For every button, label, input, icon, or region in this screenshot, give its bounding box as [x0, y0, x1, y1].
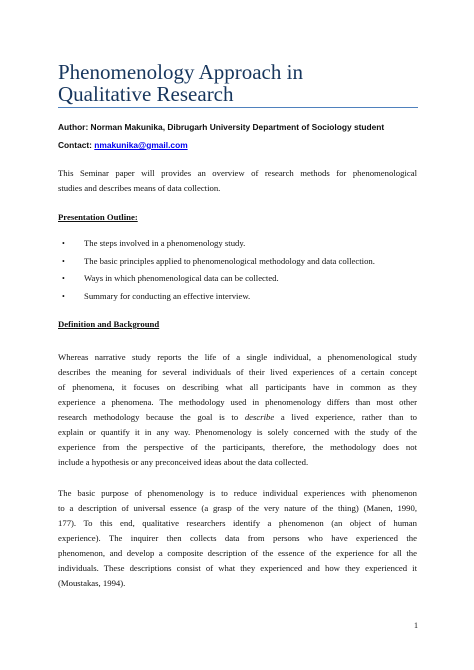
definition-heading: Definition and Background: [58, 319, 160, 329]
paragraph-line: describes the meaning for several individuals of their lived experiences of a certain concept: [58, 367, 417, 377]
definition-paragraph-1: [58, 350, 417, 470]
paragraph-line: 177). To this end, qualitative researchers identify a phenomenon (an object of human: [58, 518, 417, 528]
definition-paragraph-2: [58, 486, 417, 591]
paragraph-line: experience from the perspective of the participants, therefore, the methodology does not: [58, 442, 417, 452]
bullet-icon: •: [62, 291, 65, 301]
paragraph-line: [58, 410, 417, 425]
paragraph-line: of phenomena, it focuses on describing what all participants have in common as they: [58, 382, 417, 392]
paper-title: [58, 61, 418, 105]
page-number: 1: [414, 621, 418, 630]
paragraph-line: to a description of universal essence (a grasp of the very nature of the thing) (Manen, 1990,: [58, 503, 417, 513]
paragraph-line: individuals. These descriptions consist of what they experienced and how they experienced it: [58, 563, 417, 573]
list-item-text: The basic principles applied to phenomenological methodology and data collection.: [84, 255, 375, 266]
list-item: [58, 235, 418, 253]
bullet-icon: •: [62, 256, 65, 266]
contact-label: Contact:: [58, 140, 95, 150]
outline-list: [58, 235, 418, 305]
bullet-icon: •: [62, 239, 65, 248]
list-item: [58, 270, 418, 288]
intro-line: studies and describes means of data collection.: [58, 183, 221, 193]
contact-email-link[interactable]: nmakunika@gmail.com: [94, 140, 188, 150]
paragraph-line: The basic purpose of phenomenology is to reduce individual experiences with phenomenon: [58, 488, 417, 498]
title-divider: [58, 107, 418, 108]
list-item: [58, 253, 418, 271]
title-line-1: Phenomenology Approach in: [58, 60, 303, 84]
paragraph-line: experience). The inquirer then collects data from persons who have experienced the: [58, 533, 417, 543]
line-segment: a lived experience, rather than to: [280, 412, 418, 422]
line-segment: research methodology because the goal is to: [58, 412, 239, 422]
list-item-text: Summary for conducting an effective interview.: [84, 290, 251, 301]
title-line-2: Qualitative Research: [58, 82, 234, 106]
paragraph-line: explain or quantify it in any way. Phenomenology is solely concerned with the study of the: [58, 427, 417, 437]
list-item-text: Ways in which phenomenological data can be collected.: [84, 273, 279, 283]
paragraph-line: experience a phenomena. The methodology used in phenomenology differs than most other: [58, 397, 417, 407]
paragraph-line: include a hypothesis or any preconceived ideas about the data collected.: [58, 457, 309, 467]
paragraph-line: Whereas narrative study reports the life of a single individual, a phenomenological study: [58, 352, 417, 362]
bullet-icon: •: [62, 274, 65, 283]
list-item-text: The steps involved in a phenomenology study.: [84, 238, 246, 248]
paragraph-line: (Moustakas, 1994).: [58, 578, 126, 588]
contact-line: [58, 139, 188, 151]
intro-paragraph: [58, 166, 417, 196]
list-item: [58, 288, 418, 306]
intro-line: This Seminar paper will provides an overview of research methods for phenomenological: [58, 168, 417, 178]
emphasis-describe: describe: [244, 412, 275, 422]
paragraph-line: phenomenon, and develop a composite description of the essence of the experience for all the: [58, 548, 417, 558]
author-line: Author: Norman Makunika, Dibrugarh University Department of Sociology student: [58, 122, 385, 132]
outline-heading: Presentation Outline:: [58, 212, 138, 222]
